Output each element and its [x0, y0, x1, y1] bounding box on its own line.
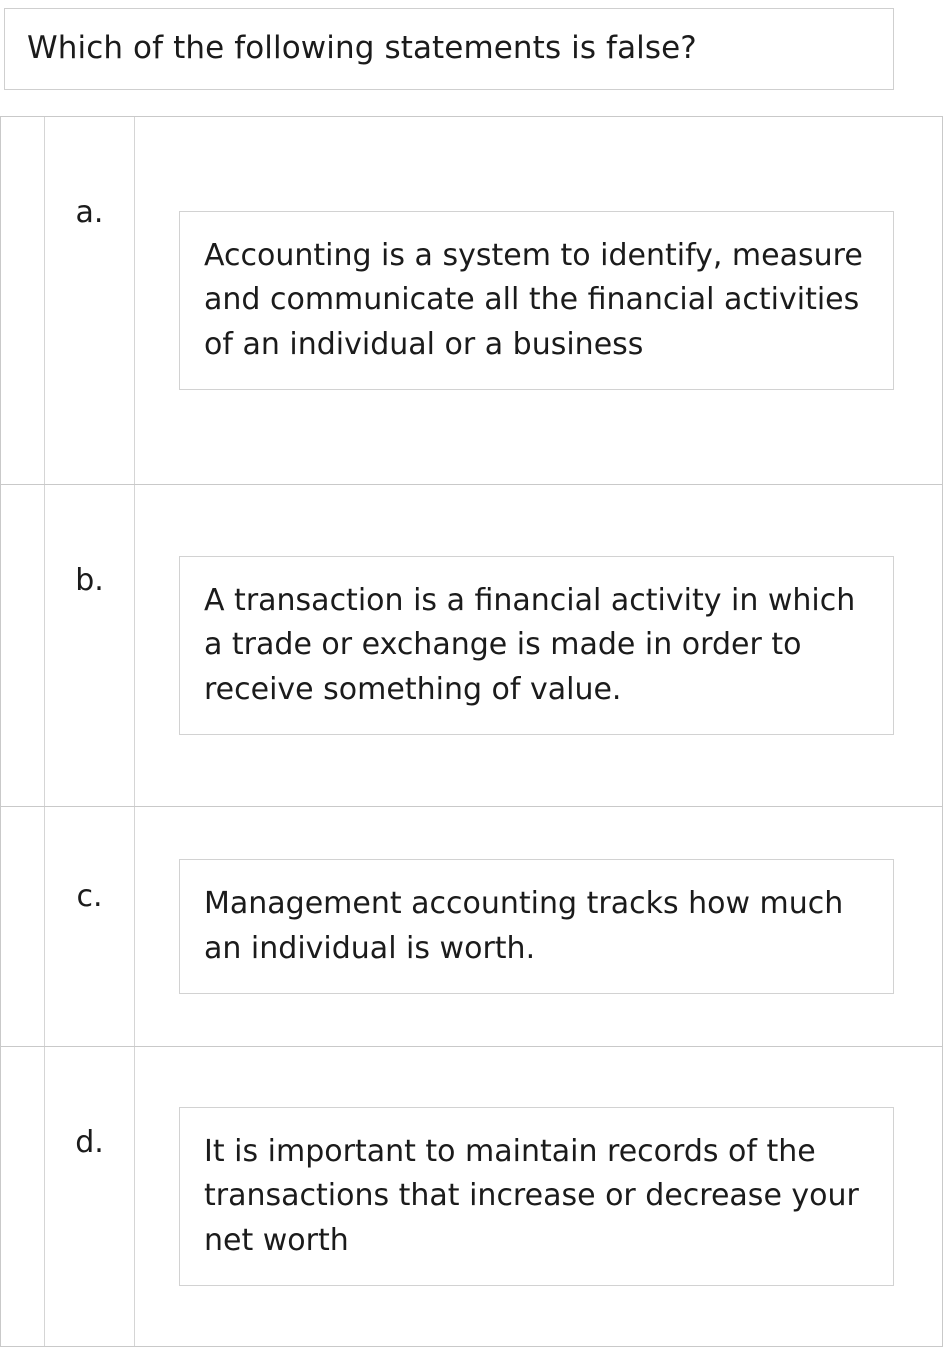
question-text: Which of the following statements is false? [27, 30, 697, 67]
option-c-answer-cell [135, 807, 942, 1046]
option-a-radio-cell[interactable] [1, 117, 45, 484]
option-d-radio-cell[interactable] [1, 1047, 45, 1346]
option-b-radio-cell[interactable] [1, 485, 45, 806]
option-row-b[interactable] [1, 485, 942, 807]
option-a-text: Accounting is a system to identify, measure and communicate all the financial activities of an individual or a business [179, 211, 894, 390]
option-row-d[interactable] [1, 1047, 942, 1347]
option-c-text: Management accounting tracks how much an individual is worth. [179, 859, 894, 994]
option-c-letter: c. [45, 807, 135, 1046]
option-b-letter: b. [45, 485, 135, 806]
option-a-letter: a. [45, 117, 135, 484]
option-row-c[interactable] [1, 807, 942, 1047]
option-a-answer-cell [135, 117, 942, 484]
option-d-text: It is important to maintain records of the transactions that increase or decrease your net worth [179, 1107, 894, 1286]
option-d-letter: d. [45, 1047, 135, 1346]
answer-options-table [0, 116, 943, 1347]
question-stem-box [4, 8, 894, 90]
option-row-a[interactable] [1, 117, 942, 485]
option-b-text: A transaction is a financial activity in which a trade or exchange is made in order to receive something of value. [179, 556, 894, 735]
option-b-answer-cell [135, 485, 942, 806]
option-c-radio-cell[interactable] [1, 807, 45, 1046]
option-d-answer-cell [135, 1047, 942, 1346]
